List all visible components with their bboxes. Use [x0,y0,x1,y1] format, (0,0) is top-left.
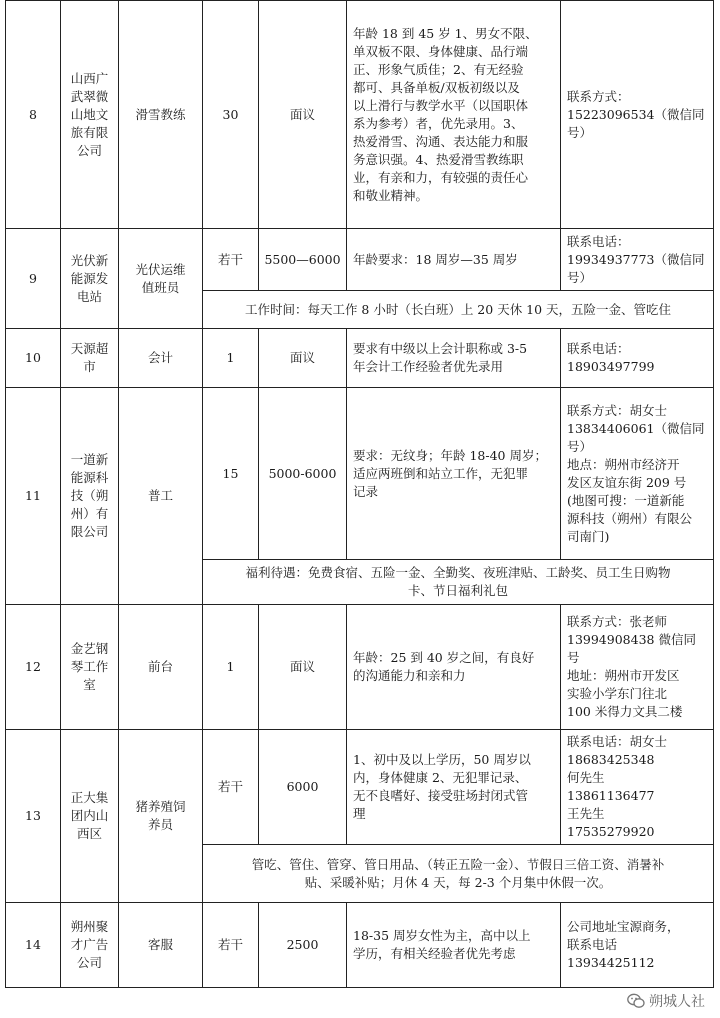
company-name: 正大集 团内山 西区 [61,730,119,903]
contact: 联系电话： 18903497799 [561,329,714,388]
contact: 联系方式： 15223096534（微信同 号） [561,1,714,229]
headcount: 1 [203,605,259,730]
requirements: 要求有中级以上会计职称或 3-5 年会计工作经验者优先录用 [347,329,561,388]
position: 客服 [119,903,203,988]
headcount: 若干 [203,229,259,291]
company-name: 一道新 能源科 技（朔 州）有 限公司 [61,388,119,605]
company-name: 山西广 武翠微 山地文 旅有限 公司 [61,1,119,229]
requirements: 年龄：25 到 40 岁之间，有良好 的沟通能力和亲和力 [347,605,561,730]
company-name: 光伏新 能源发 电站 [61,229,119,329]
company-name: 金艺钢 琴工作 室 [61,605,119,730]
requirements: 年龄 18 到 45 岁 1、男女不限、 单双板不限、身体健康、品行端 正、形象气质佳；2、有无经验 都可、具备单板/双板初级以及 以上滑行与教学水平（以国职体 系为参考）者，优先录用。3、 热爱滑雪、沟通、表达能力和服 务意识强。4、热爱滑雪教练职 业，有亲和力，有较强的责任心 和敬业精神。 [347,1,561,229]
headcount: 1 [203,329,259,388]
extra-info: 工作时间：每天工作 8 小时（长白班）上 20 天休 10 天，五险一金、管吃住 [203,291,714,329]
row-number: 9 [6,229,61,329]
table-row [6,388,714,560]
requirements: 1、初中及以上学历，50 周岁以 内，身体健康 2、无犯罪记录、 无不良嗜好、接受驻场封闭式管 理 [347,730,561,845]
salary: 面议 [259,329,347,388]
row-number: 13 [6,730,61,903]
table-row [6,605,714,730]
position: 光伏运维 值班员 [119,229,203,329]
salary: 5000-6000 [259,388,347,560]
recruitment-table [5,0,714,988]
salary: 面议 [259,1,347,229]
salary: 5500—6000 [259,229,347,291]
extra-info: 福利待遇：免费食宿、五险一金、全勤奖、夜班津贴、工龄奖、员工生日购物 卡、节日福利礼包 [203,560,714,605]
contact: 联系电话： 19934937773（微信同 号） [561,229,714,291]
headcount: 15 [203,388,259,560]
table-row [6,1,714,229]
watermark [624,990,708,1012]
table-row [6,229,714,291]
table-row [6,730,714,845]
watermark-text: 朔城人社 [649,994,705,1010]
position: 普工 [119,388,203,605]
requirements: 要求：无纹身；年龄 18-40 周岁； 适应两班倒和站立工作，无犯罪 记录 [347,388,561,560]
position: 会计 [119,329,203,388]
contact: 联系方式：张老师 13994908438 微信同号 地址：朔州市开发区 实验小学东门往北 100 米得力文具二楼 [561,605,714,730]
extra-info: 管吃、管住、管穿、管日用品、（转正五险一金）、节假日三倍工资、消暑补 贴、采暖补贴；月休 4 天，每 2-3 个月集中休假一次。 [203,845,714,903]
contact: 联系电话：胡女士 18683425348 何先生 13861136477 王先生 17535279920 [561,730,714,845]
row-number: 14 [6,903,61,988]
requirements: 年龄要求：18 周岁—35 周岁 [347,229,561,291]
salary: 面议 [259,605,347,730]
salary: 2500 [259,903,347,988]
position: 前台 [119,605,203,730]
company-name: 天源超 市 [61,329,119,388]
table-row [6,329,714,388]
contact: 联系方式：胡女士 13834406061（微信同 号） 地点：朔州市经济开 发区友谊东街 209 号 (地图可搜：一道新能 源科技（朔州）有限公 司南门) [561,388,714,560]
company-name: 朔州聚 才广告 公司 [61,903,119,988]
headcount: 30 [203,1,259,229]
contact: 公司地址宝源商务， 联系电话 13934425112 [561,903,714,988]
headcount: 若干 [203,730,259,845]
table-row [6,903,714,988]
requirements: 18-35 周岁女性为主，高中以上 学历，有相关经验者优先考虑 [347,903,561,988]
row-number: 11 [6,388,61,605]
row-number: 12 [6,605,61,730]
wechat-icon [627,993,645,1009]
row-number: 10 [6,329,61,388]
position: 猪养殖饲 养员 [119,730,203,903]
row-number: 8 [6,1,61,229]
salary: 6000 [259,730,347,845]
headcount: 若干 [203,903,259,988]
position: 滑雪教练 [119,1,203,229]
